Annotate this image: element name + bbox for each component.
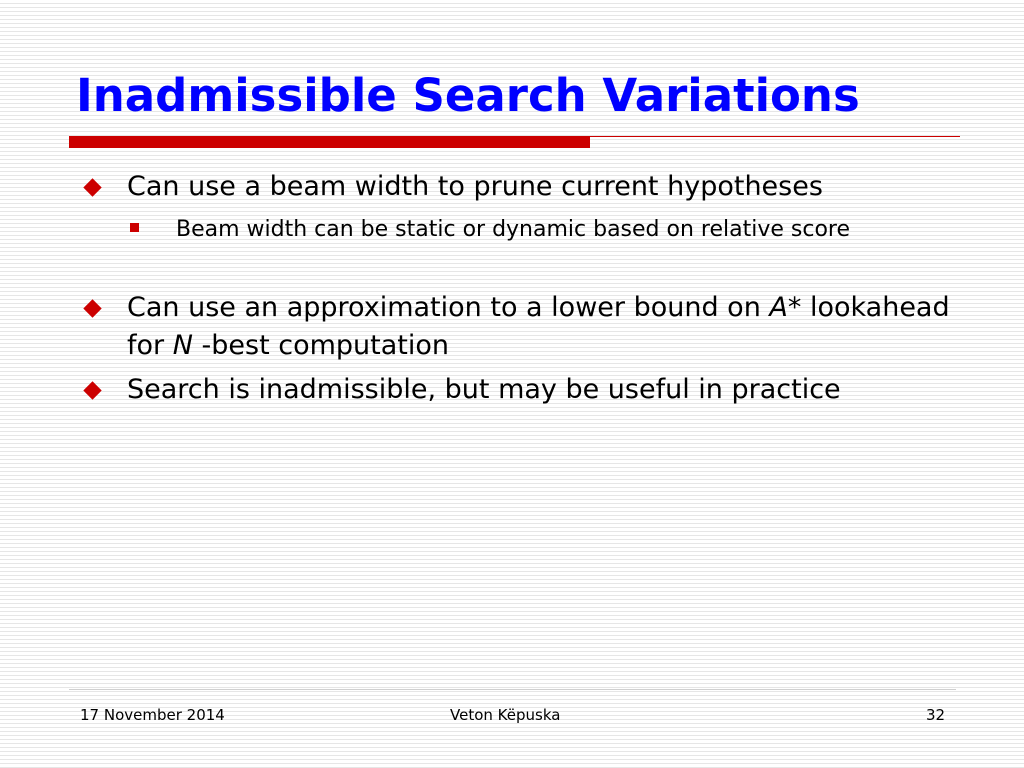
variable-a: A <box>769 292 788 323</box>
title-underline-thick <box>69 136 590 148</box>
slide-title: Inadmissible Search Variations <box>76 69 860 122</box>
diamond-bullet-icon <box>81 168 103 206</box>
variable-n: N <box>172 330 193 361</box>
diamond-bullet-icon <box>81 371 103 409</box>
footer-page-number: 32 <box>926 706 946 724</box>
bullet-item-1 <box>81 168 961 206</box>
bullet-text: Search is inadmissible, but may be useful in practice <box>127 374 841 405</box>
title-underline-thin <box>590 136 960 137</box>
bullet-item-3 <box>81 371 961 409</box>
bullet-text: Can use a beam width to prune current hypotheses <box>127 171 823 202</box>
footer-divider <box>69 689 956 690</box>
footer-date: 17 November 2014 <box>80 706 225 724</box>
bullet-text: Can use an approximation to a lower bound on A* lookahead for N -best computation <box>127 292 950 361</box>
footer-author: Veton Këpuska <box>450 706 561 724</box>
sub-bullet-text: Beam width can be static or dynamic based on relative score <box>176 217 850 242</box>
bullet-item-2 <box>81 289 961 365</box>
square-bullet-icon <box>130 213 140 247</box>
diamond-bullet-icon <box>81 289 103 327</box>
sub-bullet-item-1 <box>130 213 890 247</box>
